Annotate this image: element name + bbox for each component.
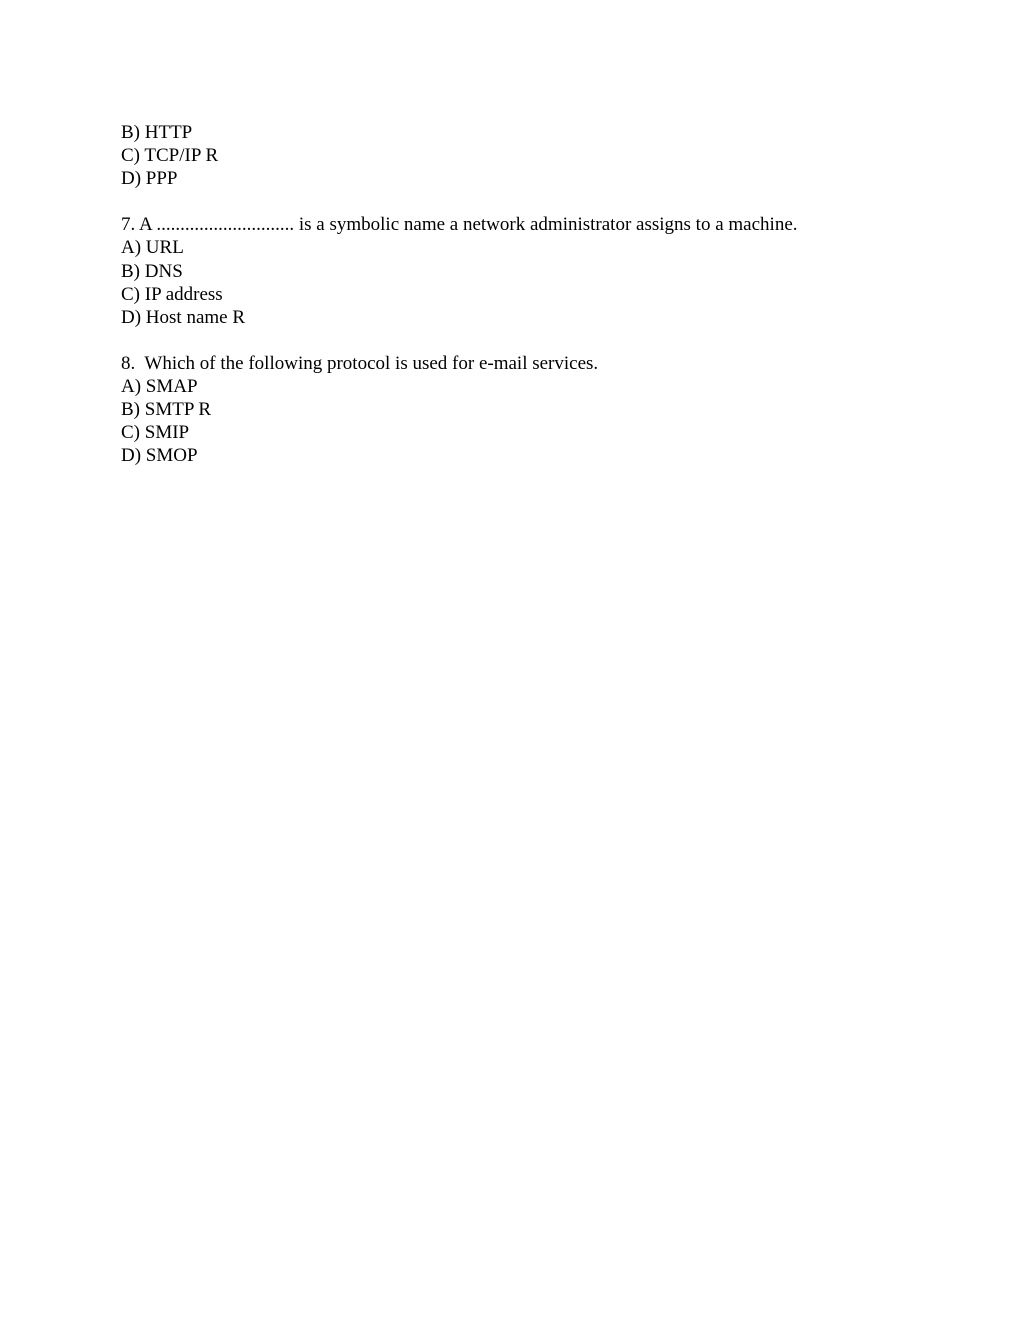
question-8: [121, 352, 921, 468]
option-c: C) SMIP: [121, 422, 190, 444]
option-d: D) Host name R: [121, 306, 246, 328]
option-c: C) TCP/IP R: [121, 145, 219, 167]
option-b: B) SMTP R: [121, 399, 212, 421]
spacer: [121, 191, 921, 214]
option-b: B) HTTP: [121, 122, 193, 143]
question-6-options: [121, 121, 921, 191]
question-7: [121, 213, 921, 329]
option-d: D) SMOP: [121, 445, 198, 467]
option-d: D) PPP: [121, 168, 178, 190]
spacer: [121, 329, 921, 352]
question-text: 7. A ............................. is a symbolic name a network administrator assigns to a machine.: [121, 214, 798, 236]
question-text: 8. Which of the following protocol is used for e-mail services.: [121, 352, 599, 374]
option-a: A) URL: [121, 237, 184, 259]
page-content: [121, 121, 921, 468]
option-a: A) SMAP: [121, 375, 198, 397]
option-b: B) DNS: [121, 260, 183, 282]
option-c: C) IP address: [121, 283, 223, 305]
